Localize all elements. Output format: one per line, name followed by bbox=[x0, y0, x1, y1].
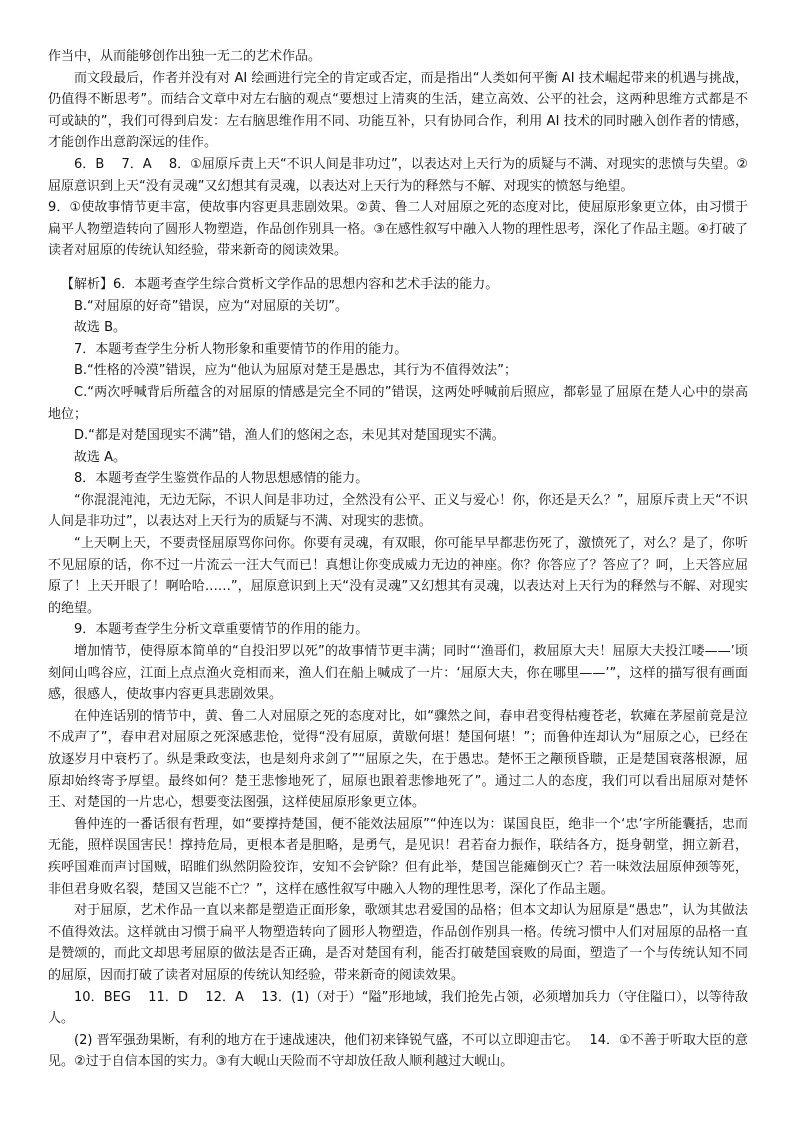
answer-6-8: 6．B 7．A 8．①屈原斥责上天“不识人间是非功过”，以表达对上天行为的质疑与不满、对现实的悲愤与失望。②屈原意识到上天“没有灵魂”又幻想其有灵魂，以表达对上天行为的释然与不解、对现实的愤怒与绝望。 bbox=[48, 156, 748, 194]
paragraph: 作当中，从而能够创作出独一无二的艺术作品。 bbox=[48, 49, 322, 64]
analysis-heading: 【解析】6．本题考查学生综合赏析文学作品的思想内容和艺术手法的能力。 bbox=[61, 276, 499, 292]
answer-text-body bbox=[48, 46, 748, 1073]
paragraph: “你混混沌沌，无边无际，不识人间是非功过，全然没有公平、正义与爱心！你，你还是天么？”，屈原斥责上天“不识人间是非功过”，以表达对上天行为的质疑与不满、对现实的悲愤。 bbox=[48, 492, 748, 530]
paragraph: B.“对屈原的好奇”错误，应为“对屈原的关切”。 bbox=[74, 298, 348, 314]
paragraph: 增加情节，使得原本简单的“自投汨罗以死”的故事情节更丰满；同时“‘渔哥们，救屈原大夫！屈原大夫投江喽——’顷刻间山鸣谷应，江面上点点渔火竞相而来，渔人们在船上喊成了一片：‘屈原大夫，你在哪里——’”，这样的描写很有画面感，很感人，使故事内容更具悲剧效果。 bbox=[48, 644, 748, 703]
answer-9: 9．①使故事情节更丰富，使故事内容更具悲剧效果。②黄、鲁二人对屈原之死的态度对比，使屈原形象更立体，由习惯于扁平人物塑造转向了圆形人物塑造，作品创作别具一格。③在感性叙写中融入人物的理性思考，深化了作品主题。④打破了读者对屈原的传统认知经验，带来新奇的阅读效果。 bbox=[48, 200, 748, 259]
answer-13-14: (2) 晋军强劲果断，有利的地方在于速战速决，他们初来锋锐气盛，不可以立即迎击它。 14．①不善于听取大臣的意见。②过于自信本国的实力。③有大岘山天险而不守却放任敌人顺利越过大岘山。 bbox=[48, 1032, 748, 1070]
paragraph: B.“性格的冷漠”错误，应为“他认为屈原对楚王是愚忠，其行为不值得效法”； bbox=[74, 363, 517, 379]
paragraph: 7．本题考查学生分析人物形象和重要情节的作用的能力。 bbox=[74, 341, 408, 357]
paragraph: “上天啊上天，不要责怪屈原骂你问你。你要有灵魂，有双眼，你可能早早都悲伤死了，激愤死了，对么？是了，你听不见屈原的话，你不过一片流云一汪大气而已！真想让你变成威力无边的神座。你？你答应了？答应了？呵，上天答应屈原了！上天开眼了！啊哈哈……”，屈原意识到上天“没有灵魂”又幻想其有灵魂，以表达对上天行为的释然与不解、对现实的绝望。 bbox=[48, 536, 748, 616]
spacer bbox=[48, 262, 748, 274]
paragraph: D.“都是对楚国现实不满”错，渔人们的悠闲之态，未见其对楚国现实不满。 bbox=[74, 428, 505, 444]
answer-10-13: 10．BEG 11．D 12．A 13．(1)（对于）“隘”形地域，我们抢先占领，必须增加兵力（守住隘口），以等待敌人。 bbox=[48, 989, 748, 1027]
paragraph: 在仲连话别的情节中，黄、鲁二人对屈原之死的态度对比，如“骤然之间，春申君变得枯瘦苍老，软瘫在茅屋前竟是泣不成声了”，春申君对屈原之死深感悲怆，觉得“没有屈原，黄歇何堪！楚国何堪！”；而鲁仲连却认为“屈原之心，已经在放逐岁月中衰朽了。纵是秉政变法，也是刻舟求剑了”“屈原之失，在于愚忠。楚怀王之颟顸昏聩，正是楚国衰落根源，屈原却始终寄予厚望。最终如何？楚王悲惨地死了，屈原也跟着悲惨地死了”。通过二人的态度，我们可以看出屈原对楚怀王、对楚国的一片忠心，想要变法图强，这样使屈原形象更立体。 bbox=[48, 708, 748, 811]
paragraph: 对于屈原，艺术作品一直以来都是塑造正面形象，歌颂其忠君爱国的品格；但本文却认为屈原是“愚忠”，认为其做法不值得效法。这样就由习惯于扁平人物塑造转向了圆形人物塑造，作品创作别具一格。传统习惯中人们对屈原的品格一直是赞颂的，而此文却思考屈原的做法是否正确，是否对楚国有利，能否打破楚国衰败的局面，塑造了一个与传统认知不同的屈原，因而打破了读者对屈原的传统认知经验，带来新奇的阅读效果。 bbox=[48, 903, 748, 983]
paragraph: C.“两次呼喊背后所蕴含的对屈原的情感是完全不同的”错误，这两处呼喊前后照应，都彰显了屈原在楚人心中的崇高地位； bbox=[48, 384, 748, 422]
paragraph: 鲁仲连的一番话很有哲理，如“要撑持楚国，便不能效法屈原”“仲连以为：谋国良臣，绝非一个‘忠’字所能囊括，忠而无能，照样误国害民！撑持危局，更根本者是胆略，是勇气，是见识！君若奋力振作，联结各方，挺身朝堂，拥立新君，疾呼国难而声讨国贼，昭睢们纵然阴险狡诈，安知不会铲除？但有此举，楚国岂能瘫倒灭亡？若一味效法屈原伸颈等死，非但君身败名裂，楚国又岂能不亡？”，这样在感性叙写中融入人物的理性思考，深化了作品主题。 bbox=[48, 816, 748, 897]
paragraph: 而文段最后，作者并没有对 AI 绘画进行完全的肯定或否定，而是指出“人类如何平衡 AI 技术崛起带来的机遇与挑战，仍值得不断思考”。而结合文章中对左右脑的观点“要想过上清爽的生活，建立高效、公平的社会，这两种思维方式都是不可或缺的”，我们可得到启发：左右脑思维作用不同、功能互补，只有协同合作，利用 AI 技术的同时融入创作者的情感，才能创作出意韵深远的佳作。 bbox=[48, 70, 748, 151]
paragraph: 故选 A。 bbox=[74, 449, 127, 465]
paragraph: 故选 B。 bbox=[74, 320, 127, 336]
paragraph: 9．本题考查学生分析文章重要情节的作用的能力。 bbox=[74, 622, 369, 638]
paragraph: 8．本题考查学生鉴赏作品的人物思想感情的能力。 bbox=[74, 471, 369, 487]
